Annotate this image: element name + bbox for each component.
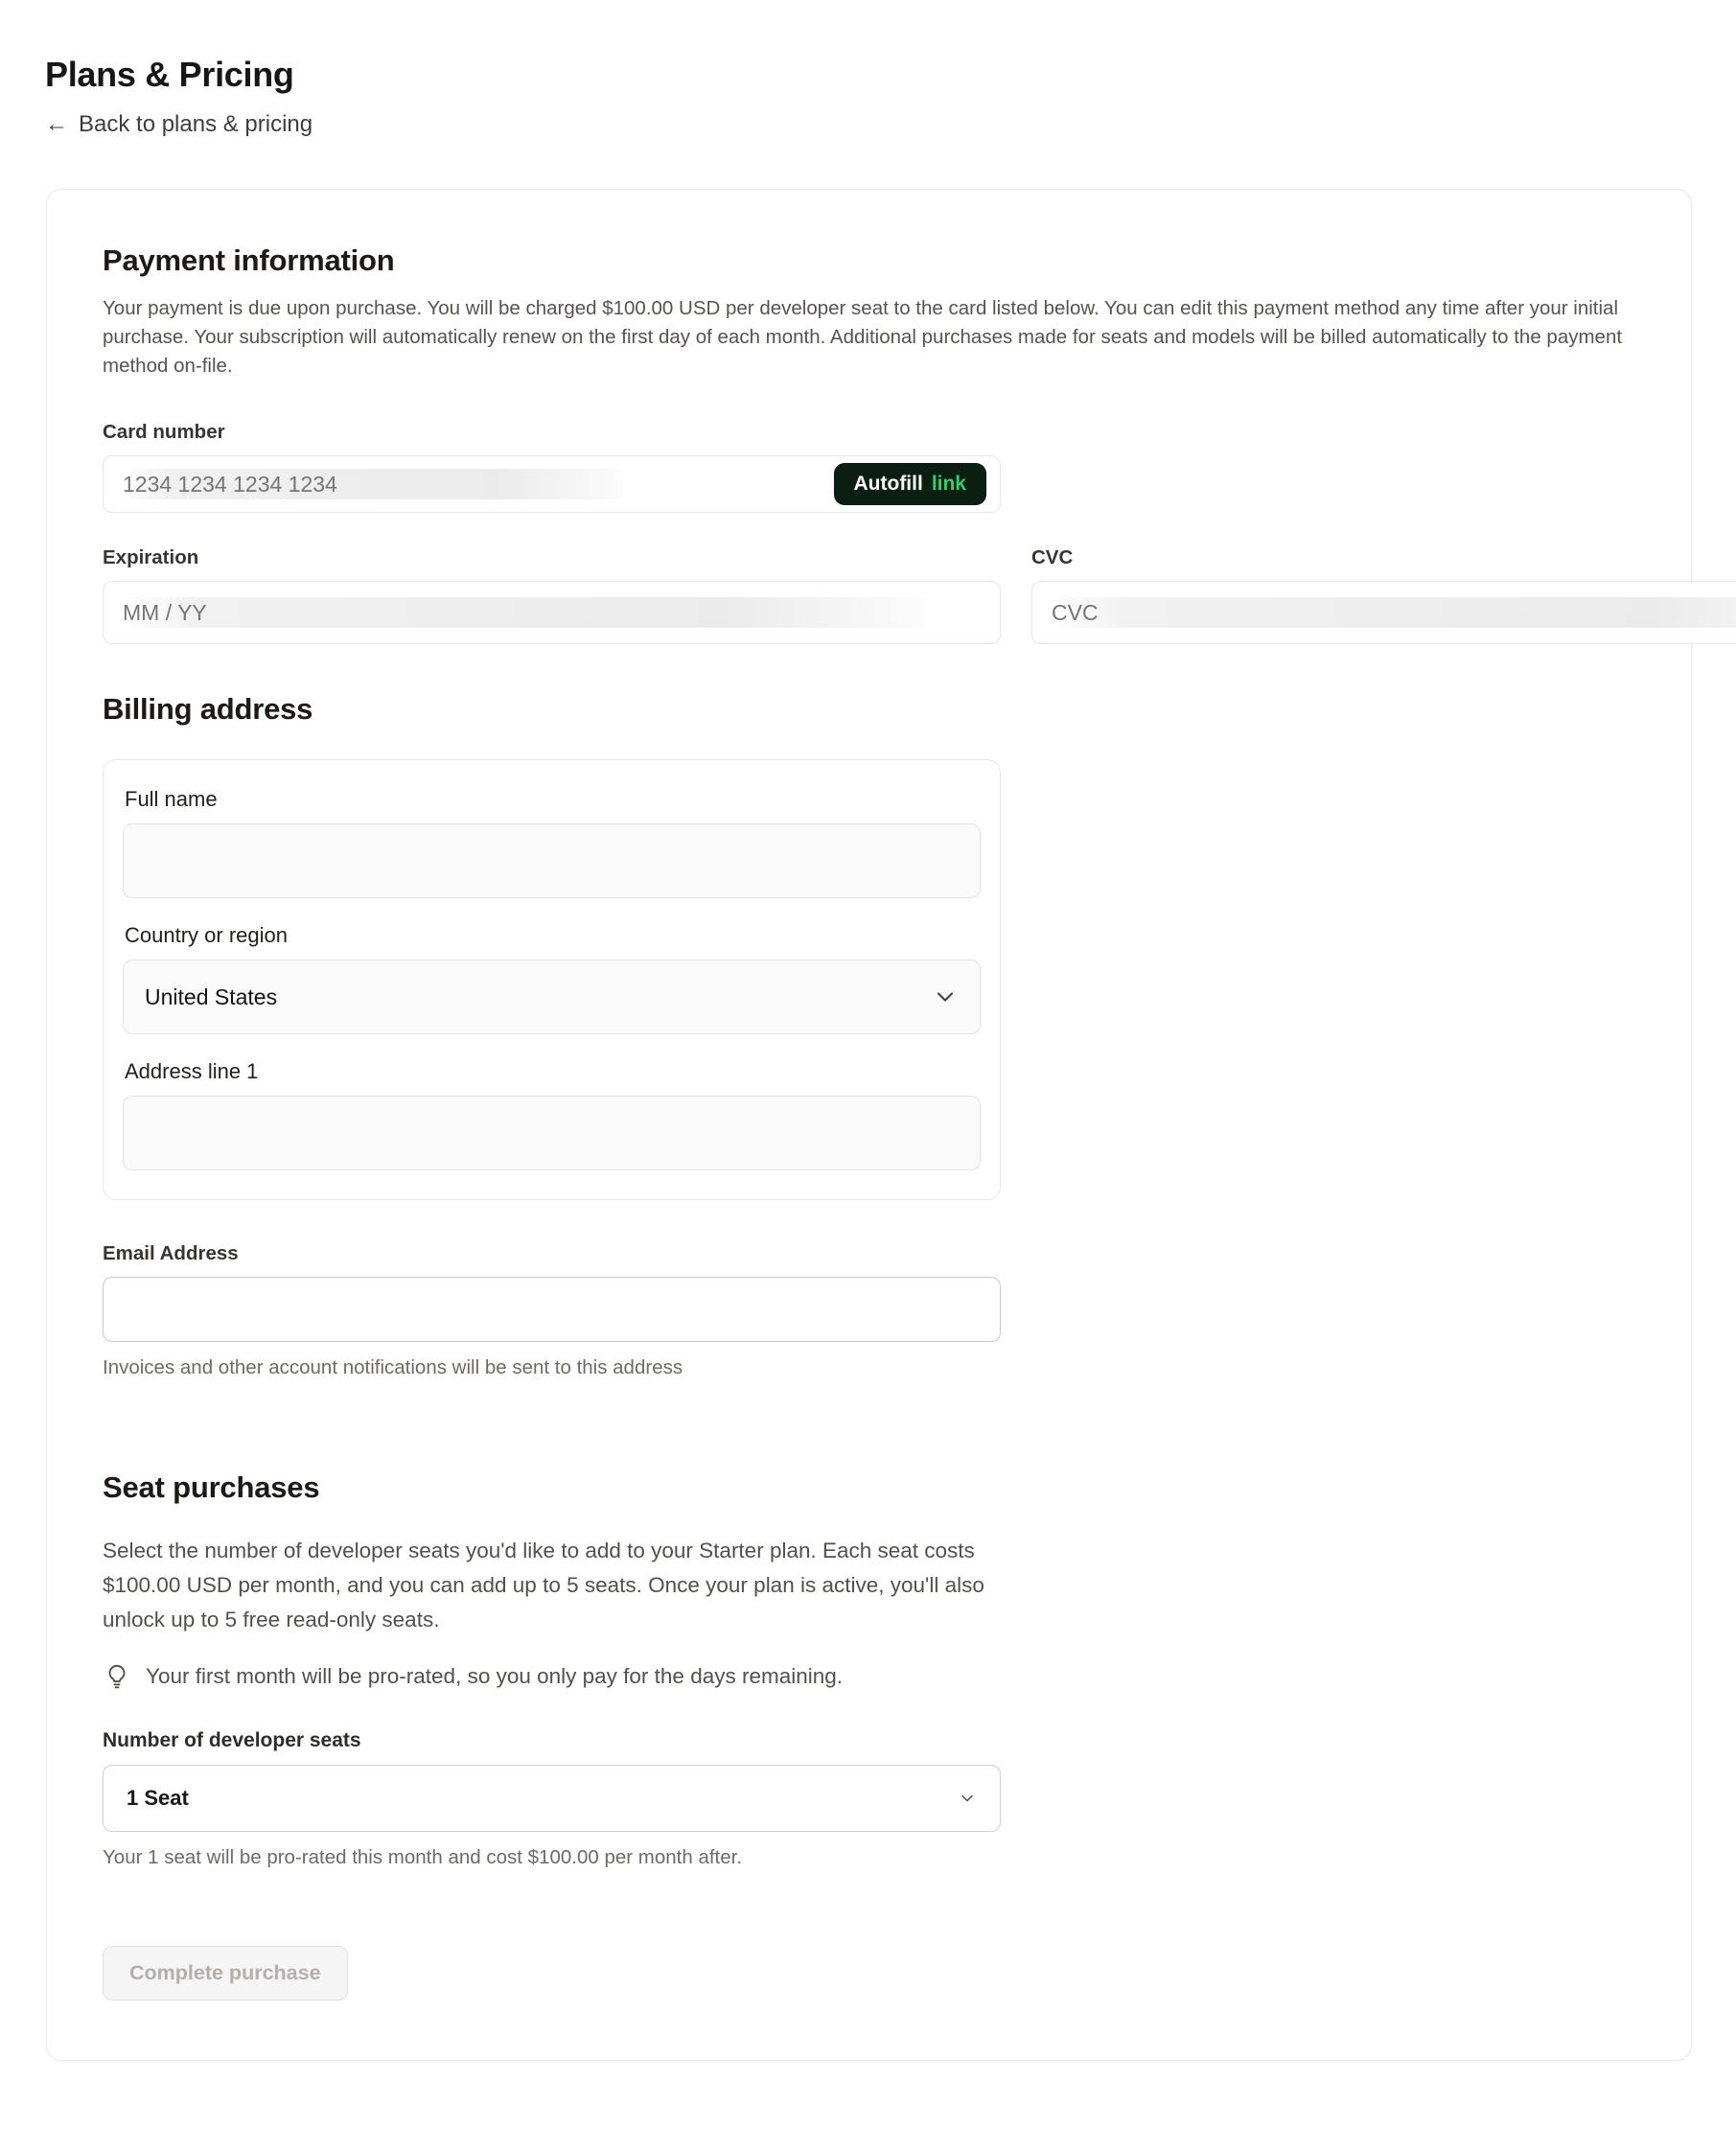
full-name-label: Full name: [125, 787, 218, 811]
page-title: Plans & Pricing: [45, 55, 294, 94]
country-label: Country or region: [125, 923, 288, 947]
email-address-label: Email Address: [103, 1242, 239, 1264]
developer-seats-value: 1 Seat: [127, 1786, 189, 1810]
back-link-label: Back to plans & pricing: [79, 111, 313, 137]
billing-address-heading: Billing address: [103, 692, 313, 726]
page-header: [0, 0, 1736, 138]
back-link[interactable]: [45, 111, 312, 138]
payment-information-heading: Payment information: [103, 243, 395, 277]
country-select-value: United States: [145, 983, 278, 1009]
address-line-1-label: Address line 1: [125, 1059, 259, 1083]
autofill-link-button[interactable]: [834, 463, 987, 505]
chevron-down-icon: [932, 983, 959, 1010]
complete-purchase-button[interactable]: Complete purchase: [103, 1946, 348, 2001]
card-number-label: Card number: [103, 421, 225, 443]
link-brand-label: link: [931, 473, 966, 495]
lightbulb-icon: [103, 1662, 131, 1691]
email-address-input[interactable]: [103, 1277, 1001, 1342]
autofill-label: Autofill: [853, 473, 923, 495]
seat-purchases-heading: Seat purchases: [103, 1470, 320, 1504]
expiration-label: Expiration: [103, 546, 199, 568]
pro-rate-note: [103, 1662, 1635, 1691]
full-name-input[interactable]: [123, 823, 981, 898]
country-select[interactable]: [123, 960, 981, 1034]
email-helper-text: Invoices and other account notifications will be sent to this address: [103, 1356, 683, 1378]
purchase-card: [46, 189, 1692, 2061]
developer-seats-label: Number of developer seats: [103, 1729, 361, 1751]
chevron-down-icon: [958, 1789, 977, 1808]
cvc-label: CVC: [1031, 546, 1074, 568]
developer-seats-select[interactable]: [103, 1765, 1001, 1832]
billing-address-box: [103, 759, 1001, 1200]
cvc-field-wrap: [1031, 581, 1736, 644]
expiration-input[interactable]: [104, 582, 1000, 643]
seats-helper-text: Your 1 seat will be pro-rated this month and cost $100.00 per month after.: [103, 1846, 743, 1868]
seat-purchases-description: Select the number of developer seats you'd like to add to your Starter plan. Each seat costs $100.00 USD per month, and you can add up to 5 seats. Once your plan is active, you'll also unlock up to 5 free read-only seats.: [103, 1539, 984, 1631]
expiration-field-wrap: [103, 581, 1001, 644]
card-number-field-wrap: [103, 455, 1001, 513]
address-line-1-input[interactable]: [123, 1096, 981, 1170]
cvc-input[interactable]: [1032, 582, 1736, 643]
pro-rate-note-text: Your first month will be pro-rated, so you only pay for the days remaining.: [146, 1664, 844, 1688]
back-arrow-icon: ←: [45, 111, 68, 137]
payment-description: Your payment is due upon purchase. You will be charged $100.00 USD per developer seat to the card listed below. You can edit this payment method any time after your initial purchase. Your subscription will automatically renew on the first day of each month. Additional purchases made for seats and models will be billed automatically to the payment method on-file.: [103, 297, 1623, 377]
